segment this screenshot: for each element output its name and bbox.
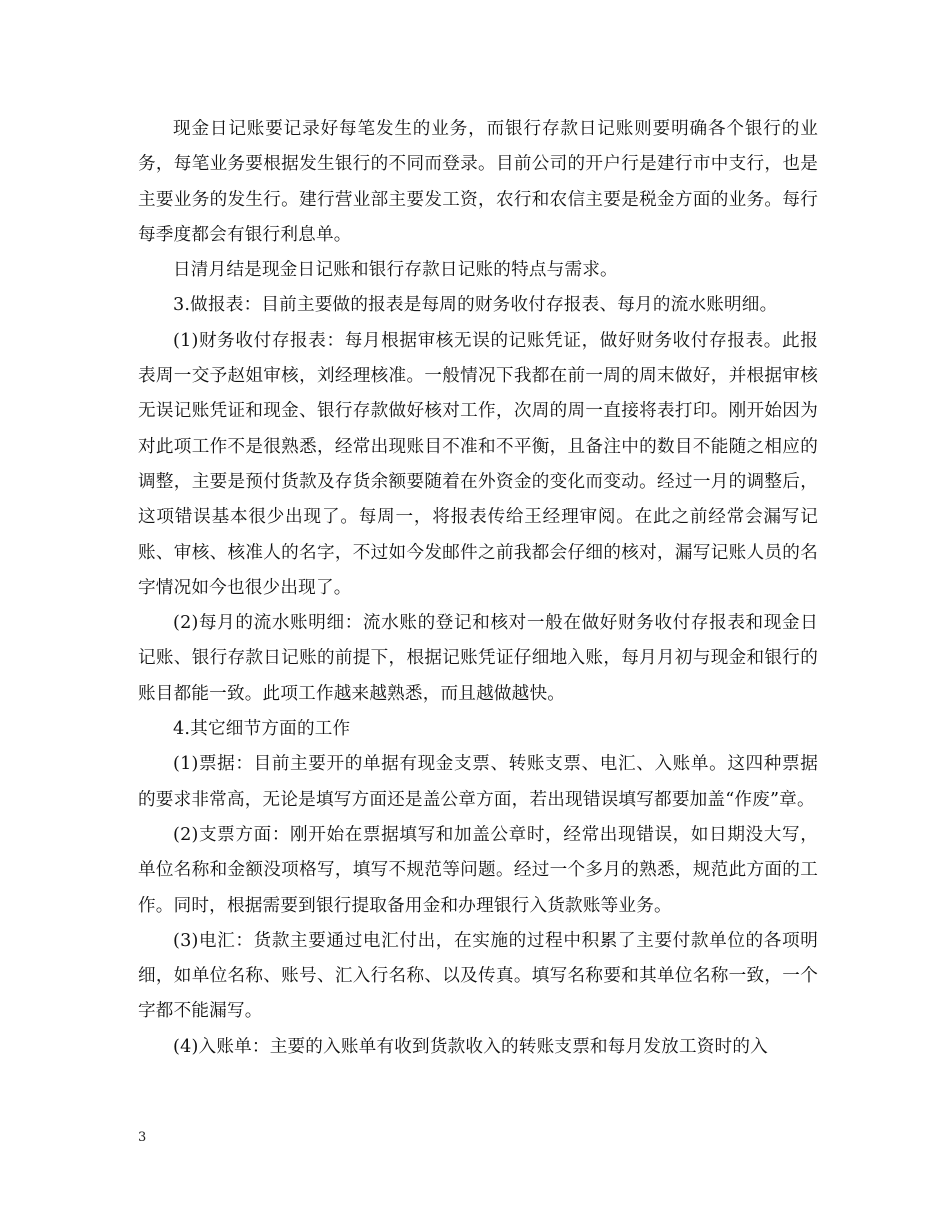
paragraph: (3)电汇：货款主要通过电汇付出，在实施的过程中积累了主要付款单位的各项明细，如单位名称、账号、汇入行名称、以及传真。填写名称要和其单位名称一致，一个字都不能漏写。	[138, 930, 818, 1022]
paragraph: 现金日记账要记录好每笔发生的业务，而银行存款日记账则要明确各个银行的业务，每笔业务要根据发生银行的不同而登录。目前公司的开户行是建行市中支行，也是主要业务的发生行。建行营业部主要发工资，农行和农信主要是税金方面的业务。每行每季度都会有银行利息单。	[138, 119, 818, 245]
section-heading: 3.做报表：目前主要做的报表是每周的财务收付存报表、每月的流水账明细。	[173, 295, 778, 316]
paragraph: (1)财务收付存报表：每月根据审核无误的记账凭证，做好财务收付存报表。此报表周一交予赵姐审核，刘经理核准。一般情况下我都在前一周的周末做好，并根据审核无误记账凭证和现金、银行存款做好核对工作，次周的周一直接将表打印。刚开始因为对此项工作不是很熟悉，经常出现账目不准和不平衡，且备注中的数目不能随之相应的调整，主要是预付货款及存货余额要随着在外资金的变化而变动。经过一月的调整后，这项错误基本很少出现了。每周一，将报表传给王经理审阅。在此之前经常会漏写记账、审核、核准人的名字，不过如今发邮件之前我都会仔细的核对，漏写记账人员的名字情况如今也很少出现了。	[138, 330, 818, 598]
section-heading: 4.其它细节方面的工作	[173, 719, 351, 740]
paragraph: 日清月结是现金日记账和银行存款日记账的特点与需求。	[173, 260, 618, 281]
document-body	[138, 112, 818, 1065]
paragraph: (1)票据：目前主要开的单据有现金支票、转账支票、电汇、入账单。这四种票据的要求非常高，无论是填写方面还是盖公章方面，若出现错误填写都要加盖“作废”章。	[138, 754, 818, 810]
paragraph: (2)支票方面：刚开始在票据填写和加盖公章时，经常出现错误，如日期没大写，单位名称和金额没项格写，填写不规范等问题。经过一个多月的熟悉，规范此方面的工作。同时，根据需要到银行提取备用金和办理银行入货款账等业务。	[138, 824, 818, 916]
paragraph: (4)入账单：主要的入账单有收到货款收入的转账支票和每月发放工资时的入	[173, 1036, 768, 1057]
page-number: 3	[138, 1130, 147, 1145]
paragraph: (2)每月的流水账明细：流水账的登记和核对一般在做好财务收付存报表和现金日记账、银行存款日记账的前提下，根据记账凭证仔细地入账，每月月初与现金和银行的账目都能一致。此项工作越来越熟悉，而且越做越快。	[138, 613, 818, 704]
